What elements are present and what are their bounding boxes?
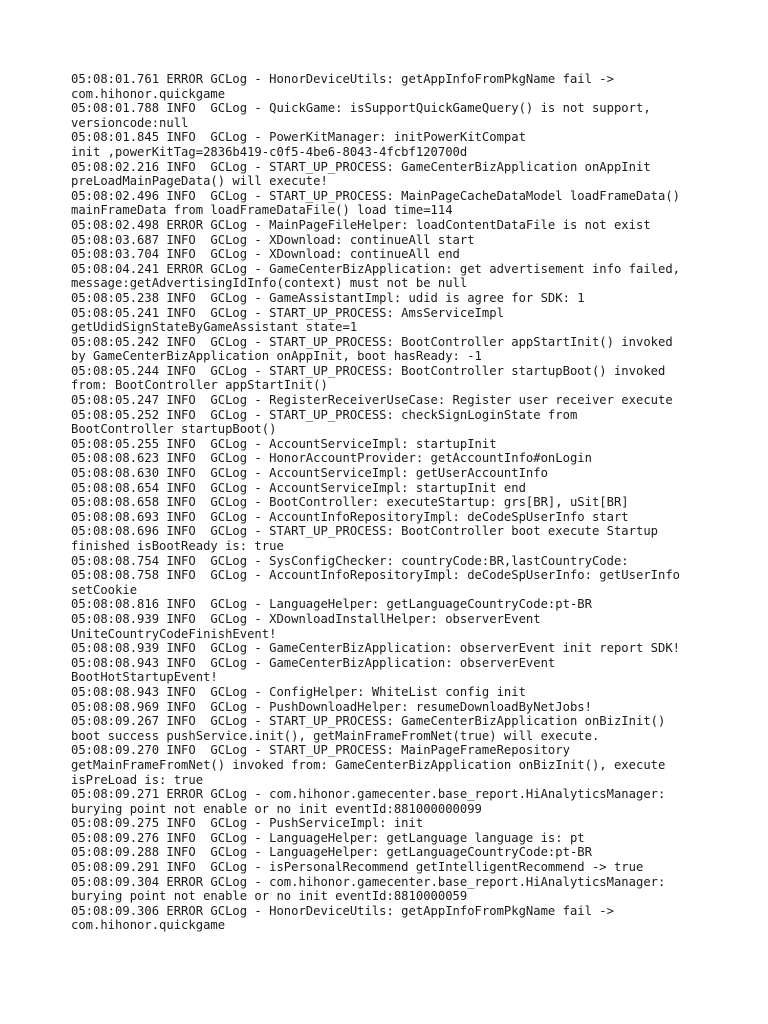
log-line: 05:08:08.658 INFO GCLog - BootController: executeStartup: grs[BR], uSit[BR]: [71, 495, 629, 510]
log-line: 05:08:03.704 INFO GCLog - XDownload: continueAll end: [71, 247, 460, 262]
log-line: 05:08:09.291 INFO GCLog - isPersonalRecommend getIntelligentRecommend -> true: [71, 860, 644, 875]
log-line: 05:08:08.943 INFO GCLog - GameCenterBizApplication: observerEvent: [71, 655, 556, 670]
log-line: 05:08:08.758 INFO GCLog - AccountInfoRepositoryImpl: deCodeSpUserInfo: getUserInfo: [71, 568, 681, 583]
log-line: 05:08:08.816 INFO GCLog - LanguageHelper: getLanguageCountryCode:pt-BR: [71, 597, 592, 612]
log-line: UniteCountryCodeFinishEvent!: [71, 626, 277, 641]
log-line: from: BootController appStartInit(): [71, 378, 328, 393]
log-line: 05:08:05.238 INFO GCLog - GameAssistantImpl: udid is agree for SDK: 1: [71, 290, 585, 305]
log-line: 05:08:09.275 INFO GCLog - PushServiceImpl: init: [71, 816, 424, 831]
log-line: 05:08:09.306 ERROR GCLog - HonorDeviceUtils: getAppInfoFromPkgName fail ->: [71, 903, 614, 918]
log-line: com.hihonor.quickgame: [71, 918, 226, 933]
log-line: getUdidSignStateByGameAssistant state=1: [71, 320, 358, 335]
log-line: 05:08:05.241 INFO GCLog - START_UP_PROCESS: AmsServiceImpl: [71, 305, 504, 320]
log-line: isPreLoad is: true: [71, 772, 204, 787]
log-line: 05:08:08.969 INFO GCLog - PushDownloadHelper: resumeDownloadByNetJobs!: [71, 699, 592, 714]
log-line: 05:08:09.276 INFO GCLog - LanguageHelper: getLanguage language is: pt: [71, 830, 585, 845]
log-line: getMainFrameFromNet() invoked from: GameCenterBizApplication onBizInit(), execute: [71, 757, 666, 772]
log-line: 05:08:05.242 INFO GCLog - START_UP_PROCESS: BootController appStartInit() invoked: [71, 334, 673, 349]
log-line: 05:08:02.496 INFO GCLog - START_UP_PROCESS: MainPageCacheDataModel loadFrameData(): [71, 188, 681, 203]
log-line: 05:08:09.304 ERROR GCLog - com.hihonor.gamecenter.base_report.HiAnalyticsManager:: [71, 874, 666, 889]
log-line: burying point not enable or no init eventId:8810000059: [71, 889, 468, 904]
log-line: 05:08:08.623 INFO GCLog - HonorAccountProvider: getAccountInfo#onLogin: [71, 451, 592, 466]
log-line: setCookie: [71, 582, 138, 597]
log-line: 05:08:04.241 ERROR GCLog - GameCenterBizApplication: get advertisement info failed,: [71, 261, 681, 276]
log-line: com.hihonor.quickgame: [71, 86, 226, 101]
log-line: 05:08:05.255 INFO GCLog - AccountServiceImpl: startupInit: [71, 436, 497, 451]
log-line: 05:08:02.498 ERROR GCLog - MainPageFileHelper: loadContentDataFile is not exist: [71, 217, 651, 232]
log-line: 05:08:08.754 INFO GCLog - SysConfigChecker: countryCode:BR,lastCountryCode:: [71, 553, 629, 568]
log-line: 05:08:08.654 INFO GCLog - AccountServiceImpl: startupInit end: [71, 480, 526, 495]
log-line: BootHotStartupEvent!: [71, 670, 218, 685]
log-line: 05:08:09.288 INFO GCLog - LanguageHelper: getLanguageCountryCode:pt-BR: [71, 845, 592, 860]
log-line: 05:08:08.939 INFO GCLog - XDownloadInstallHelper: observerEvent: [71, 611, 541, 626]
log-line: mainFrameData from loadFrameDataFile() load time=114: [71, 203, 453, 218]
log-line: 05:08:02.216 INFO GCLog - START_UP_PROCESS: GameCenterBizApplication onAppInit: [71, 159, 651, 174]
log-line: 05:08:05.252 INFO GCLog - START_UP_PROCESS: checkSignLoginState from: [71, 407, 578, 422]
log-line: 05:08:08.939 INFO GCLog - GameCenterBizApplication: observerEvent init report SDK!: [71, 641, 681, 656]
log-line: 05:08:01.761 ERROR GCLog - HonorDeviceUtils: getAppInfoFromPkgName fail ->: [71, 72, 614, 86]
log-line: 05:08:09.270 INFO GCLog - START_UP_PROCESS: MainPageFrameRepository: [71, 743, 570, 758]
log-line: 05:08:08.943 INFO GCLog - ConfigHelper: WhiteList config init: [71, 684, 526, 699]
log-line: 05:08:09.271 ERROR GCLog - com.hihonor.gamecenter.base_report.HiAnalyticsManager:: [71, 787, 666, 802]
log-line: 05:08:03.687 INFO GCLog - XDownload: continueAll start: [71, 232, 475, 247]
log-line: init ,powerKitTag=2836b419-c0f5-4be6-8043-4fcbf120700d: [71, 144, 468, 159]
log-line: versioncode:null: [71, 115, 189, 130]
log-line: 05:08:01.845 INFO GCLog - PowerKitManager: initPowerKitCompat: [71, 130, 526, 145]
log-line: boot success pushService.init(), getMainFrameFromNet(true) will execute.: [71, 728, 600, 743]
log-line: finished isBootReady is: true: [71, 539, 284, 553]
log-line: by GameCenterBizApplication onAppInit, boot hasReady: -1: [71, 349, 482, 364]
log-line: preLoadMainPageData() will execute!: [71, 174, 328, 189]
log-line: message:getAdvertisingIdInfo(context) must not be null: [71, 276, 468, 291]
log-line: 05:08:08.630 INFO GCLog - AccountServiceImpl: getUserAccountInfo: [71, 466, 548, 481]
log-line: 05:08:05.247 INFO GCLog - RegisterReceiverUseCase: Register user receiver execute: [71, 393, 673, 408]
log-line: 05:08:05.244 INFO GCLog - START_UP_PROCESS: BootController startupBoot() invoked: [71, 363, 666, 378]
log-line: 05:08:08.696 INFO GCLog - START_UP_PROCESS: BootController boot execute Startup: [71, 524, 658, 539]
log-line: 05:08:08.693 INFO GCLog - AccountInfoRepositoryImpl: deCodeSpUserInfo start: [71, 509, 629, 524]
log-line: 05:08:09.267 INFO GCLog - START_UP_PROCESS: GameCenterBizApplication onBizInit(): [71, 714, 666, 729]
log-document: [71, 72, 707, 933]
log-line: 05:08:01.788 INFO GCLog - QuickGame: isSupportQuickGameQuery() is not support,: [71, 101, 651, 116]
log-line: BootController startupBoot(): [71, 422, 277, 437]
log-line: burying point not enable or no init eventId:881000000099: [71, 801, 482, 816]
